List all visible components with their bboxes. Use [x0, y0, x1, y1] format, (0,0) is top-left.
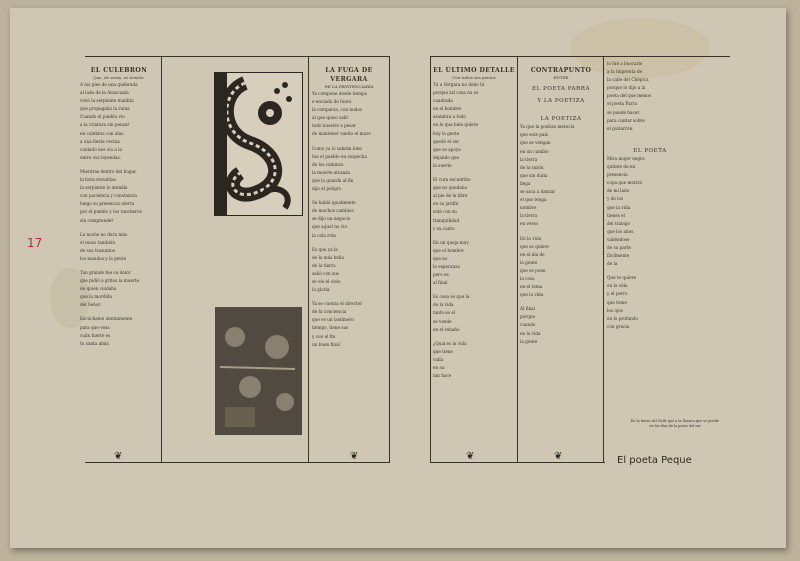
verse-line: el poeta Parra [607, 101, 637, 107]
verse-line: que la mordida [80, 294, 113, 300]
poem-title: EL ÚLTIMO DETALLE [433, 67, 515, 74]
verse-line: de la más bella [312, 254, 344, 260]
verse-line: nombre [520, 205, 537, 211]
verse-line: cuán fuerte es [80, 332, 111, 338]
verse-line: de mantener suelto el muro [312, 131, 371, 137]
column-divider [161, 56, 162, 462]
verse-line: Mientras dentro del hogar [80, 168, 137, 174]
bottom-rule-right [430, 462, 605, 463]
ornament-icon: ❦ [350, 451, 359, 462]
verse-line: en culebras con alas [80, 130, 124, 136]
verse-line: sin comprender [80, 217, 114, 223]
verse-line: pero es [433, 272, 449, 278]
poem-title: EL CULEBRON [90, 67, 148, 74]
verse-line: cuando [520, 322, 536, 328]
verse-line: hoy la gente [433, 130, 460, 136]
verse-line: Mira mujer negra [607, 155, 645, 161]
serpent-illustration [215, 73, 302, 215]
verse-line: en verso [520, 221, 539, 227]
verse-line: un buen final [312, 341, 340, 347]
verse-line: la tierra [520, 156, 538, 162]
verse-line: de la vida [433, 302, 454, 308]
verse-line: que este país [520, 132, 548, 138]
verse-line: dijo el peligro [312, 186, 342, 192]
verse-line: la gente [520, 259, 538, 265]
verse-line: que no [433, 255, 448, 261]
verse-line: de la razón [520, 164, 544, 170]
ornament-icon: ❦ [554, 451, 563, 462]
column-divider [308, 56, 309, 462]
poem-body [607, 155, 693, 331]
section-heading: LA POETIZA [540, 116, 582, 123]
verse-line: con paciencia y constancia [80, 193, 137, 199]
verse-line: la suerte [433, 162, 452, 168]
verse-line: la calle del Chépica [607, 77, 649, 83]
poem-subtitle: ENTRE [553, 75, 569, 80]
verse-line: se saca a danzar [520, 189, 556, 195]
verse-line: que el hombre [433, 247, 464, 253]
verse-line: y su canto [433, 225, 455, 231]
verse-line: llega [520, 180, 531, 186]
verse-line: Tan grande fue su dolor [80, 269, 131, 275]
verse-line: de quien cuidaba [80, 286, 117, 292]
column-el-culebron [80, 66, 158, 456]
verse-line: La noche no dura más [80, 231, 128, 237]
verse-line: la gente [520, 338, 538, 344]
verse-line: que tiene [607, 299, 627, 305]
verse-line: Ya que la poetiza merecía [520, 124, 575, 130]
verse-line: la cola rota [312, 232, 336, 238]
verse-line: Cuando el pueblo vio [80, 114, 125, 120]
verse-line: que aquel no vio [312, 224, 347, 230]
poem-body [433, 81, 515, 380]
verse-line: que se quiere [520, 243, 549, 249]
verse-line: en el hombre [433, 106, 462, 112]
serpent-woodcut-image [214, 72, 303, 216]
verse-line: con gracia [607, 323, 630, 329]
verse-line: de muchos cambios [312, 208, 354, 214]
verse-line: la esperanza [433, 263, 460, 269]
verse-line: se puede hacer [607, 109, 640, 115]
verse-line: se vende [433, 318, 452, 324]
verse-line: a una fiesta vecina [80, 138, 120, 144]
verse-line: salió con sus [312, 270, 340, 276]
verse-line: en lo profundo [607, 315, 639, 321]
verse-line: tanto es el [433, 310, 456, 316]
verse-line: que tiene [433, 348, 453, 354]
verse-line: que se apoya [433, 146, 461, 152]
verse-line: en su [433, 365, 445, 370]
verse-line: dejando que [433, 154, 460, 160]
poem-body [80, 81, 158, 348]
verse-line: Como ya lo sabrán bien [312, 145, 362, 151]
verse-line: El cura escudriño [433, 177, 471, 183]
verse-line: fue el pueblo en sospecha [312, 153, 367, 159]
verse-line: a la Imprenta de [607, 69, 643, 75]
verse-line: la muerte alcanza [312, 169, 350, 175]
verse-line: en lo que bien quiere [433, 122, 479, 128]
verse-line: que la vida [607, 204, 631, 210]
column-el-poeta [607, 60, 693, 420]
verse-line: luego su presencia aterra [80, 201, 135, 207]
verse-line: Se habló igualmente [312, 200, 356, 206]
bottom-rule-left [85, 462, 390, 463]
verse-line: copa que morirá [607, 180, 642, 186]
verse-line: que no quedaba [433, 185, 467, 191]
poem-title: LA FUGA DE VERGARA [325, 67, 373, 83]
verse-line: que propagaba la ruina [80, 106, 130, 112]
verse-line: para cantar sobre [607, 117, 645, 123]
verse-line: la gloria [312, 287, 330, 293]
verse-line: e enviada de fuera [312, 99, 352, 105]
verse-line: En la vida [520, 235, 542, 241]
contrapunto-name: EL POETA PARRA [531, 86, 590, 92]
verse-line: Es cosa es que la [433, 294, 470, 300]
verse-line: en la vida [520, 330, 541, 336]
verse-line: al que quiso salir [312, 115, 349, 121]
verse-line: está con su [433, 209, 457, 215]
verse-line: tienes el [607, 212, 625, 218]
verse-line: los ojos [607, 307, 623, 313]
verse-line: vivió la serpiente maldita [80, 98, 134, 104]
verse-line: la hora revueltas [80, 177, 116, 183]
verse-line: de la [607, 261, 618, 267]
verse-line: todo nuestro a pesar [312, 123, 356, 129]
verse-line: valía [433, 356, 444, 362]
verse-line: y con el fin [312, 333, 336, 339]
verse-line: de mí lado [607, 188, 630, 194]
ornament-icon: ❦ [466, 451, 475, 462]
verse-line: en un cambio [520, 148, 549, 154]
poem-title: CONTRAPUNTO [530, 67, 592, 74]
verse-line: de la conciencia [312, 309, 347, 315]
poem-subtitle: Que, de veras, es temido. [93, 75, 145, 80]
verse-line: en el tema [520, 284, 543, 290]
verse-line: al final [433, 280, 448, 286]
verse-line: en el día de [520, 251, 545, 257]
verse-line: de su parte [607, 244, 632, 250]
verse-line: presencia [607, 172, 628, 178]
verse-line: al pie de la libre [433, 193, 468, 199]
verse-line: se vio el cielo [312, 278, 341, 284]
margin-mark: 17 [27, 236, 43, 250]
verse-line: a la criatura sin pensar [80, 122, 130, 128]
top-rule-right [430, 56, 730, 57]
verse-line: quítate de mi [607, 164, 636, 170]
verse-line: la serpiente lo atendía [80, 185, 128, 191]
column-la-fuga [312, 66, 386, 456]
column-divider [517, 56, 518, 462]
endnote-text: En la tierra del Chile que a la llanura que se pierde en los días de la poeta del sur [630, 419, 720, 428]
verse-line: tu santa alma [80, 340, 109, 346]
verse-line: en la vida [607, 283, 628, 289]
verse-line: que pidió a gritos la muerte [80, 278, 140, 284]
verse-line: que los años [607, 228, 634, 234]
verse-line: asombra a todo [433, 114, 466, 120]
verse-line: por el pueblo y los rancheros [80, 209, 142, 215]
verse-line: porque lo dijo a la [607, 85, 646, 91]
top-rule-left [85, 56, 390, 57]
verse-line: del Señor [80, 302, 101, 308]
verse-line: y el perro [607, 291, 628, 297]
verse-line: entre sus leyendas. [80, 154, 122, 160]
column-divider [389, 56, 390, 462]
verse-line: en el rebaño [433, 326, 460, 332]
verse-line: En un queja muy [433, 239, 469, 245]
verse-line: y de los [607, 196, 624, 202]
poem-intro [607, 60, 693, 133]
verse-line: Es que ya la [312, 246, 338, 252]
verse-line: tranquilidad [433, 217, 460, 223]
verse-line: que se vengan [520, 140, 551, 146]
verse-line: ¿Qual es la vida [433, 340, 467, 346]
verse-line: Escúchame atentamente [80, 316, 133, 322]
poem-subtitle: Con todos sus puntos [452, 75, 496, 80]
verse-line: poeta del que menos [607, 93, 652, 99]
verse-line: tiempo, tiene sus [312, 325, 349, 331]
verse-line: porque [520, 314, 536, 320]
verse-line: en su jardín [433, 201, 459, 207]
verse-line: que es un lastimero [312, 317, 354, 323]
verse-line: de los caminos [312, 161, 344, 167]
verse-line: cuadrada [433, 98, 453, 104]
verse-line: tan hace [433, 373, 452, 379]
poem-body [312, 90, 386, 349]
column-ultimo-detalle [433, 66, 515, 456]
verse-line: de la tierra [312, 262, 336, 268]
verse-line: valiéndose [607, 236, 630, 242]
verse-line: del trabajo [607, 220, 631, 226]
verse-line: Al final [520, 306, 536, 312]
scene-woodcut-image [215, 307, 302, 435]
verse-line: el mozo también [80, 239, 116, 245]
ornament-icon: ❦ [114, 451, 123, 462]
verse-line: quedó el ser [433, 138, 460, 144]
contrapunto-name: Y LA POETIZA [537, 98, 585, 105]
verse-line: Que te quiere [607, 275, 637, 281]
poem-subtitle: DE LA PENITENCIARÍA [324, 84, 374, 89]
verse-line: Ya compone desde tiempo [312, 91, 368, 96]
verse-line: lo fué a buscarlo [607, 61, 643, 66]
column-divider [430, 56, 431, 462]
verse-line: los mandos y la gente [80, 255, 127, 261]
signature: El poeta Peque [617, 455, 692, 466]
verse-line: la comparsa, con nudos [312, 107, 363, 113]
poem-body [520, 123, 602, 345]
verse-line: que la vida [520, 292, 544, 298]
verse-line: Tú a Vergara no debo tú [433, 82, 485, 87]
verse-line: que la guarda al fin [312, 177, 354, 183]
section-heading: EL POETA [633, 147, 667, 154]
verse-line: la cosa [520, 275, 535, 281]
verse-line: de sus trasuntos [80, 247, 115, 253]
scene-illustration [215, 307, 302, 435]
column-divider [603, 56, 604, 462]
verse-line: que se pone [520, 267, 546, 273]
verse-line: el que tenga [520, 197, 547, 203]
verse-line: la tierra [520, 213, 538, 219]
verse-line: el guitarrón. [607, 125, 634, 131]
verse-line: A los pies de una quebrada [80, 82, 138, 87]
column-contrapunto [520, 66, 602, 456]
verse-line: porque tal cosa no es [433, 90, 479, 96]
verse-line: se dijo un negocio [312, 216, 351, 222]
verse-line: fácilmente [607, 253, 630, 259]
verse-line: para que veas [80, 324, 110, 330]
verse-line: al lado de la Araucanía [80, 90, 129, 96]
verse-line: cuidado nos vio a la [80, 146, 123, 152]
verse-line: que sin duda [520, 172, 548, 178]
verse-line: Ya se cuenta el director [312, 301, 363, 307]
